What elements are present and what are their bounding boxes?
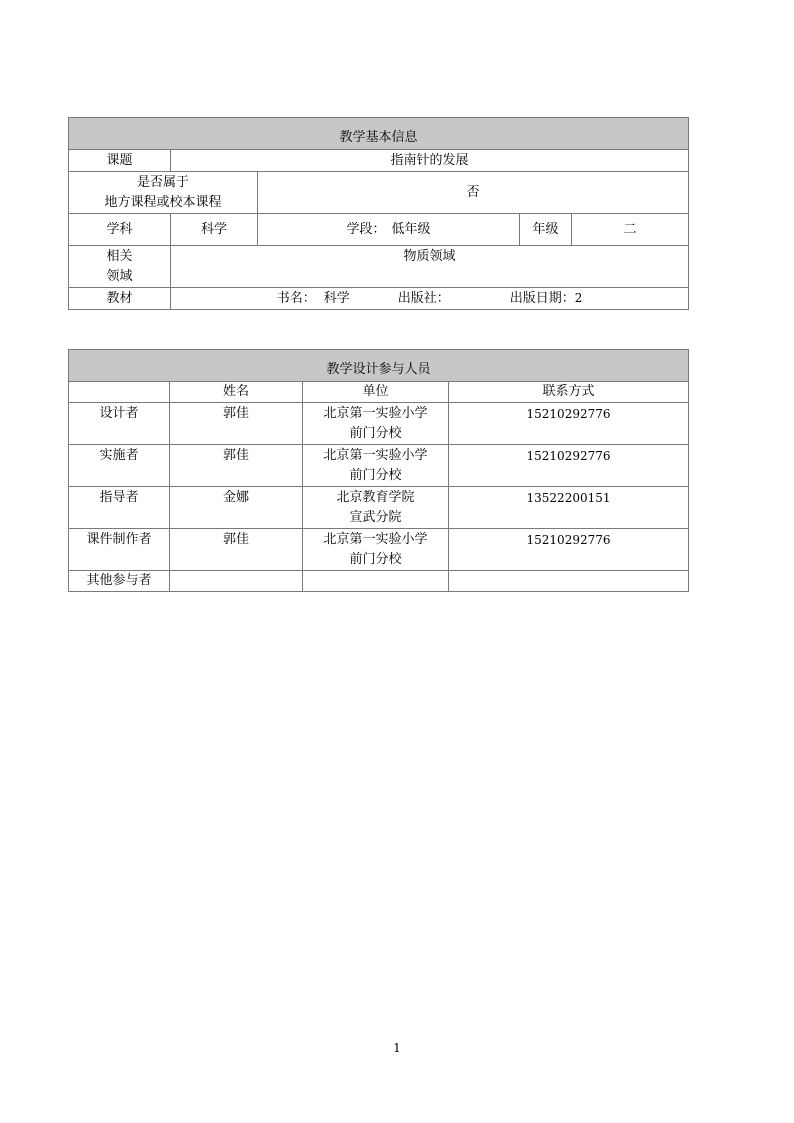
- row-unit-line1: 北京第一实验小学: [323, 532, 428, 547]
- local-course-label-line2: 地方课程或校本课程: [104, 194, 222, 210]
- row-contact: 13522200151: [449, 487, 689, 529]
- row-unit: [303, 403, 449, 445]
- table-row: [69, 529, 689, 571]
- row-name: 郭佳: [170, 529, 303, 571]
- row-unit-line1: 北京第一实验小学: [323, 406, 428, 421]
- row-unit: [303, 445, 449, 487]
- row-role: 设计者: [69, 403, 170, 445]
- basic-info-title: 教学基本信息: [69, 118, 689, 150]
- local-course-value: 否: [258, 172, 689, 214]
- subject-label: 学科: [69, 214, 171, 246]
- local-course-label: [69, 172, 258, 214]
- table-row: [69, 487, 689, 529]
- row-name: 金娜: [170, 487, 303, 529]
- row-unit-line1: 北京教育学院: [336, 490, 415, 505]
- row-contact: 15210292776: [449, 445, 689, 487]
- field-label-line1: 相关: [106, 248, 133, 264]
- grade-value: 二: [572, 214, 689, 246]
- row-unit-line1: 北京第一实验小学: [323, 448, 428, 463]
- row-unit-line2: 前门分校: [349, 426, 402, 441]
- subject-value: 科学: [171, 214, 258, 246]
- basic-info-table: [68, 117, 689, 310]
- header-unit: 单位: [303, 382, 449, 403]
- row-unit: [303, 529, 449, 571]
- header-role-empty: [69, 382, 170, 403]
- row-contact: 15210292776: [449, 529, 689, 571]
- field-label-line2: 领域: [106, 268, 133, 284]
- other-participants-contact: [449, 571, 689, 592]
- table-row: [69, 403, 689, 445]
- header-name: 姓名: [170, 382, 303, 403]
- row-unit-line2: 宣武分院: [349, 510, 402, 525]
- row-name: 郭佳: [170, 445, 303, 487]
- page-number: 1: [393, 1041, 401, 1055]
- other-participants-unit: [303, 571, 449, 592]
- topic-value: 指南针的发展: [171, 150, 689, 172]
- row-unit-line2: 前门分校: [349, 552, 402, 567]
- participants-table: [68, 349, 689, 592]
- row-contact: 15210292776: [449, 403, 689, 445]
- book-name-value: 科学: [323, 291, 350, 306]
- row-role: 实施者: [69, 445, 170, 487]
- row-unit: [303, 487, 449, 529]
- header-contact: 联系方式: [449, 382, 689, 403]
- textbook-details: [171, 288, 689, 310]
- stage-value: 低年级: [391, 221, 431, 237]
- row-unit-line2: 前门分校: [349, 468, 402, 483]
- grade-label: 年级: [520, 214, 572, 246]
- row-role: 课件制作者: [69, 529, 170, 571]
- row-role: 指导者: [69, 487, 170, 529]
- book-name-label: 书名：: [276, 291, 316, 306]
- textbook-label: 教材: [69, 288, 171, 310]
- field-label: [69, 246, 171, 288]
- local-course-label-line1: 是否属于: [136, 174, 189, 190]
- stage-cell: [258, 214, 520, 246]
- field-value: 物质领域: [171, 246, 689, 288]
- other-participants-name: [170, 571, 303, 592]
- topic-label: 课题: [69, 150, 171, 172]
- table-row: [69, 571, 689, 592]
- publish-date-value: 2: [574, 291, 583, 305]
- row-name: 郭佳: [170, 403, 303, 445]
- other-participants-label: 其他参与者: [69, 571, 170, 592]
- stage-label: 学段：: [346, 221, 386, 237]
- publish-date-label: 出版日期：: [509, 291, 575, 306]
- participants-title: 教学设计参与人员: [69, 350, 689, 382]
- table-row: [69, 445, 689, 487]
- publisher-label: 出版社：: [397, 291, 450, 306]
